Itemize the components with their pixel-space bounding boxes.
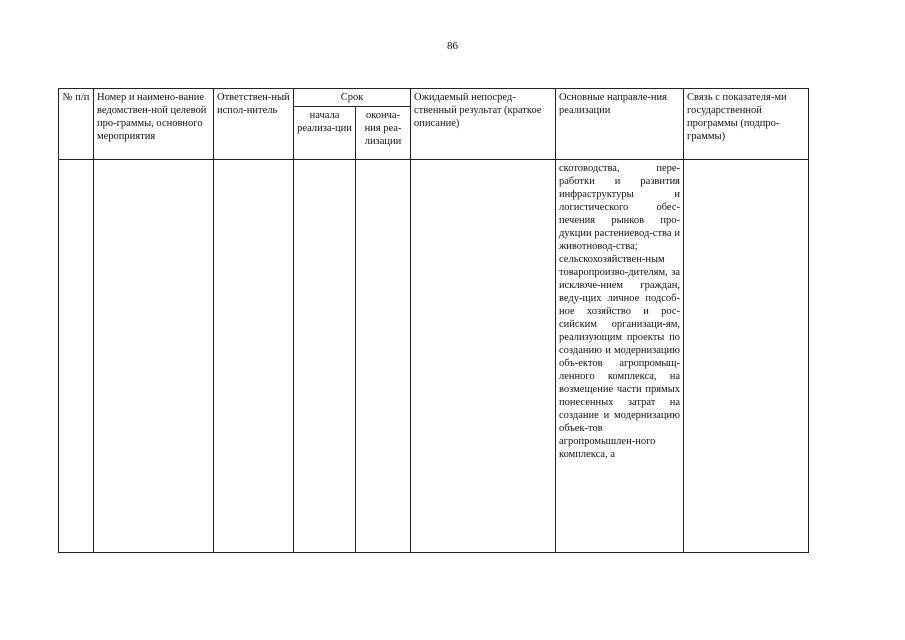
page-number: 86 — [447, 40, 458, 52]
header-link: Связь с показателя-ми государственной программы (подпро-граммы) — [684, 89, 809, 160]
cell-link — [684, 160, 809, 553]
directions-text-part1: скотоводства, пере-работки и развития инфраструктуры и логистического обес-печения рынков про-дукции растениевод-ства и животновод-ства; — [559, 163, 681, 252]
table-row — [59, 160, 809, 553]
directions-text-part2: сельскохозяйствен-ным товаропроизво-дителям, за исключе-нием граждан, веду-щих личное подсоб-ное хозяйство и рос-сийским организаци-ям, реализующим проекты по созданию и модернизацию объ-ектов агропромыщ-ленного комплекса, на возмещение части прямых понесенных затрат на создание и модернизацию объек-тов агропромышлен-ного комплекса, а — [559, 254, 681, 460]
header-directions: Основные направле-ния реализации — [556, 89, 684, 160]
cell-program — [94, 160, 214, 553]
cell-num — [59, 160, 94, 553]
cell-result — [411, 160, 556, 553]
cell-period-end — [356, 160, 411, 553]
header-period: Срок — [294, 89, 411, 107]
header-period-start: начала реализа-ции — [294, 107, 356, 160]
header-num: № п/п — [59, 89, 94, 160]
header-period-end: оконча-ния реа-лизации — [356, 107, 411, 160]
header-program: Номер и наимено-вание ведомствен-ной целевой про-граммы, основного мероприятия — [94, 89, 214, 160]
cell-directions — [556, 160, 684, 553]
cell-period-start — [294, 160, 356, 553]
header-row — [59, 89, 809, 107]
header-result: Ожидаемый непосред-ственный результат (краткое описание) — [411, 89, 556, 160]
program-table — [58, 88, 809, 553]
header-executor: Ответствен-ный испол-нитель — [214, 89, 294, 160]
cell-executor — [214, 160, 294, 553]
